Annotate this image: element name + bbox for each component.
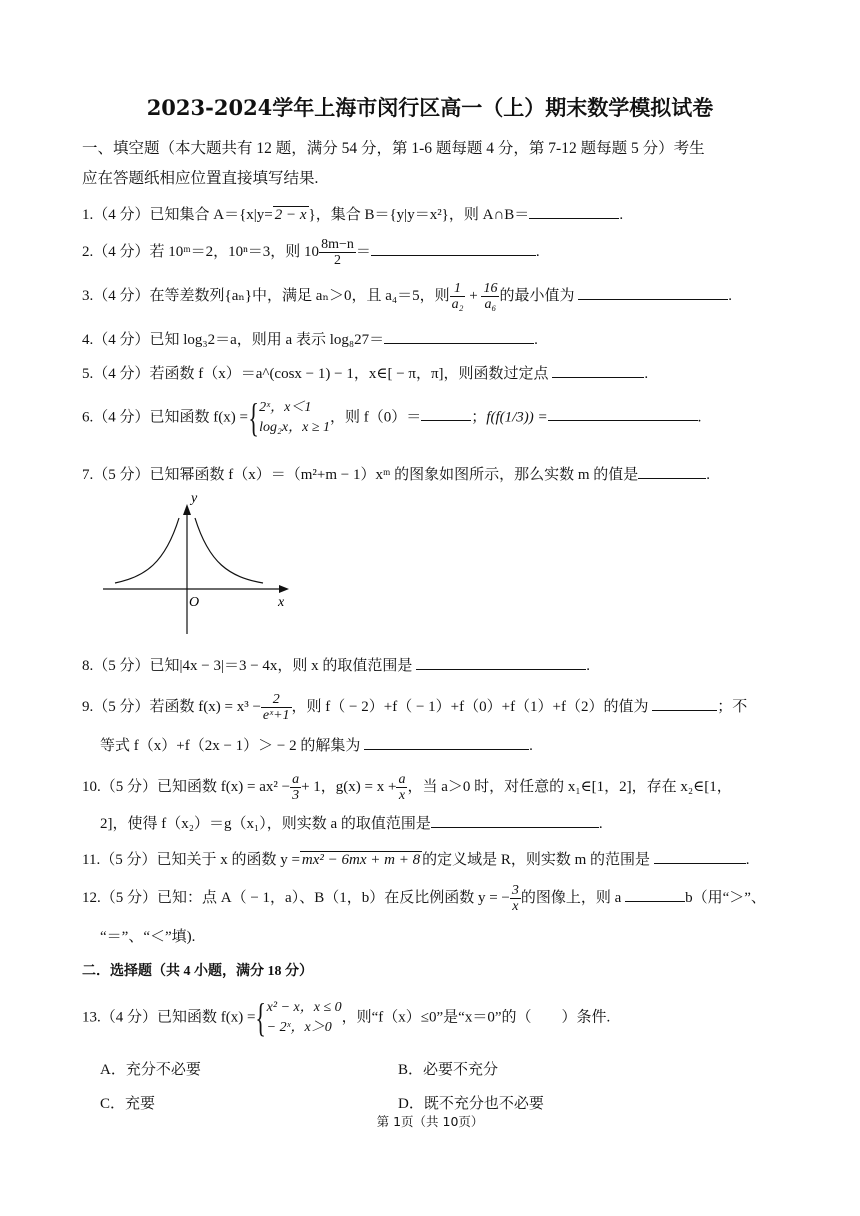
q6-case2: log₂x，x ≥ 1 [259, 420, 331, 435]
q13-post: ，则“f（x）≤0”是“x＝0”的（ ）条件. [341, 1009, 611, 1026]
q1-mid: }，集合 B＝{y|y＝x²}，则 A∩B＝ [308, 207, 530, 223]
q11-radicand: mx² − 6mx + m + 8 [301, 852, 421, 868]
q13-cases [267, 998, 342, 1038]
graph-y-arrow [183, 504, 191, 515]
q13-prefix: 13.（4 分）已知函数 f(x) = [82, 1009, 256, 1026]
q3-frac1-num: 1 [450, 281, 466, 297]
q7-text: 7.（5 分）已知幂函数 f（x）＝（m²+m − 1）xᵐ 的图象如图所示，那么实数 m 的值是 [82, 467, 639, 483]
q2-equals: ＝ [355, 243, 371, 260]
q9-frac-den: eˣ+1 [262, 708, 290, 723]
q10-end: . [598, 816, 603, 832]
q12-post: 的图像上，则 a [520, 889, 622, 906]
question-2 [82, 237, 540, 268]
question-4 [82, 328, 538, 349]
q3-fraction-1 [450, 281, 466, 312]
graph-x-label: x [278, 595, 285, 610]
q12-frac-num: 3 [511, 883, 519, 898]
q9-line2-text: 等式 f（x）+f（2x − 1）＞ − 2 的解集为 [100, 738, 361, 754]
q9-tail: ；不 [717, 698, 748, 715]
q9-answer-blank-2[interactable] [364, 735, 529, 750]
q9-fraction [261, 692, 292, 723]
q2-end: . [535, 243, 540, 260]
q9-prefix: 9.（5 分）若函数 f(x) = x³ − [82, 698, 261, 715]
q7-answer-blank[interactable] [638, 464, 706, 479]
q2-frac-num: 8m−n [321, 237, 354, 252]
q9-post: ，则 f（ − 2）+f（ − 1）+f（0）+f（1）+f（2）的值为 [291, 698, 649, 715]
q1-answer-blank[interactable] [529, 204, 619, 219]
q6-case1: 2ˣ，x＜1 [259, 400, 312, 415]
q3-answer-blank[interactable] [578, 285, 728, 300]
q3-post: 的最小值为 [499, 287, 575, 304]
q6-prefix: 6.（4 分）已知函数 f(x) = [82, 409, 248, 426]
q3-prefix: 3.（4 分）在等差数列{aₙ}中，满足 aₙ＞0，且 a₄＝5，则 [82, 287, 450, 304]
q13-brace: { [255, 995, 267, 1040]
q5-text: 5.（4 分）若函数 f（x）＝a^(cosx − 1) − 1，x∈[ − π，π]，则函数过定点 [82, 366, 549, 382]
q10-prefix: 10.（5 分）已知函数 f(x) = ax² − [82, 778, 291, 795]
q2-frac-den: 2 [333, 253, 341, 268]
q11-answer-blank[interactable] [654, 849, 746, 864]
question-10-line2 [100, 812, 603, 833]
graph-y-label: y [191, 491, 198, 506]
q6-brace: { [248, 395, 259, 440]
q8-text: 8.（5 分）已知|4x − 3|＝3 − 4x，则 x 的取值范围是 [82, 658, 413, 674]
q8-end: . [586, 658, 590, 674]
question-6 [82, 395, 702, 440]
question-12-line2: “＝”、“＜”填). [100, 929, 196, 945]
q10-mid: + 1，g(x) = x + [301, 778, 397, 795]
q6-sep: ； [471, 409, 487, 426]
q12-fraction [510, 883, 521, 914]
q13-option-a[interactable]: A．充分不必要 [100, 1062, 201, 1078]
q12-answer-blank[interactable] [625, 887, 685, 902]
q3-frac2-num: 16 [483, 281, 498, 296]
section2-heading: 二．选择题（共 4 小题，满分 18 分） [82, 964, 313, 979]
q2-prefix: 2.（4 分）若 10ᵐ＝2，10ⁿ＝3，则 10 [82, 243, 320, 260]
power-function-graph [95, 488, 295, 638]
q13-option-b[interactable]: B．必要不充分 [398, 1062, 499, 1078]
q1-prefix: 1.（4 分）已知集合 A＝{x|y= [82, 207, 273, 223]
q6-mid: ，则 f（0）＝ [330, 409, 422, 426]
q10-fraction-2 [396, 772, 407, 803]
q10-frac2-num: a [398, 772, 406, 787]
q3-end: . [728, 287, 732, 304]
question-1 [82, 203, 623, 224]
question-11 [82, 848, 750, 869]
q11-prefix: 11.（5 分）已知关于 x 的函数 y = [82, 852, 300, 868]
question-3 [82, 281, 732, 312]
question-7 [82, 463, 710, 484]
q12-prefix: 12.（5 分）已知：点 A（ − 1，a）、B（1，b）在反比例函数 y = − [82, 889, 510, 906]
graph-origin-label: O [189, 595, 200, 610]
q6-end: . [697, 409, 702, 426]
q6-cases [259, 398, 330, 438]
q13-option-c[interactable]: C．充要 [100, 1096, 156, 1112]
page-title: 2023-2024学年上海市闵行区高一（上）期末数学模拟试卷 [146, 95, 714, 120]
q4-text: 4.（4 分）已知 log₃2＝a，则用 a 表示 log₈27＝ [82, 332, 385, 348]
q12-frac-den: x [512, 899, 519, 914]
q10-answer-blank[interactable] [431, 813, 599, 828]
section1-intro-line2: 应在答题纸相应位置直接填写结果. [82, 170, 319, 187]
question-13 [82, 995, 611, 1040]
q10-frac2-den: x [398, 788, 406, 803]
q8-answer-blank[interactable] [416, 655, 586, 670]
q13-case1: x² − x，x ≤ 0 [266, 1000, 342, 1015]
question-10 [82, 772, 732, 803]
q4-answer-blank[interactable] [384, 329, 534, 344]
q10-post: ，当 a＞0 时，对任意的 x₁∈[1，2]，存在 x₂∈[1， [407, 778, 732, 795]
q13-option-d[interactable]: D．既不充分也不必要 [398, 1096, 544, 1112]
q5-answer-blank[interactable] [552, 363, 644, 378]
q6-f2: f(f(1/3)) = [486, 409, 548, 426]
q11-end: . [745, 852, 750, 868]
q6-answer-blank-2[interactable] [548, 406, 698, 421]
graph-x-arrow [279, 585, 289, 593]
q12-post2: b（用“＞”、 [685, 889, 766, 906]
q10-fraction-1 [290, 772, 301, 803]
q10-line2-text: 2]，使得 f（x₂）＝g（x₁），则实数 a 的取值范围是 [100, 816, 431, 832]
question-8 [82, 654, 590, 675]
q13-case2: − 2ˣ，x＞0 [266, 1020, 332, 1035]
q10-frac1-num: a [292, 772, 300, 787]
q4-end: . [534, 332, 538, 348]
q1-radicand: 2 − x [274, 207, 307, 223]
graph-left-branch [115, 518, 179, 583]
question-12 [82, 883, 766, 914]
section1-intro-line1: 一、填空题（本大题共有 12 题，满分 54 分，第 1-6 题每题 4 分，第 7-12 题每题 5 分）考生 [82, 140, 705, 157]
graph-right-branch [195, 518, 263, 583]
q3-fraction-2 [481, 281, 499, 312]
question-5 [82, 362, 648, 383]
q2-exponent-fraction [319, 237, 356, 268]
q11-post: 的定义域是 R，则实数 m 的范围是 [422, 852, 651, 868]
q5-end: . [644, 366, 649, 382]
q3-frac2-den: a₆ [484, 297, 497, 312]
q3-frac1-den: a₂ [451, 297, 464, 312]
q3-plus: + [469, 287, 478, 304]
page-footer: 第 1页（共 10页） [376, 1114, 484, 1129]
q1-end: . [619, 207, 624, 223]
question-9-line2 [100, 734, 533, 755]
q9-answer-blank-1[interactable] [652, 696, 717, 711]
q9-end: . [529, 738, 533, 754]
q9-frac-num: 2 [261, 692, 292, 708]
q7-end: . [706, 467, 710, 483]
question-9 [82, 692, 747, 723]
q6-answer-blank-1[interactable] [421, 406, 471, 421]
q2-answer-blank[interactable] [371, 241, 536, 256]
q10-frac1-den: 3 [292, 788, 300, 803]
